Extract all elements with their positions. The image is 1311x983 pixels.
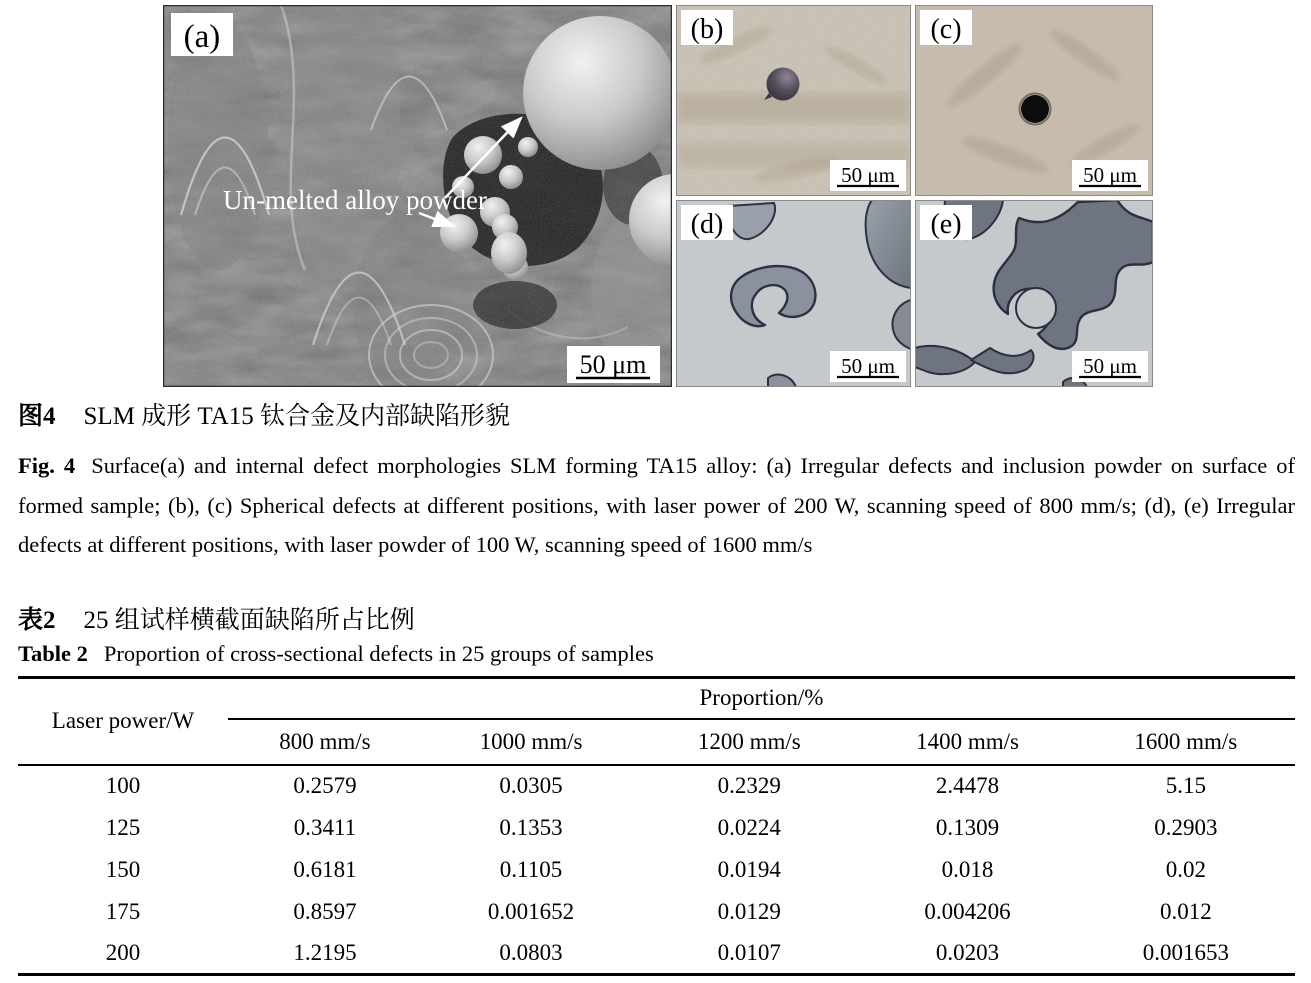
row-header-power: 100 <box>105 773 141 798</box>
svg-text:50 μm: 50 μm <box>841 354 895 378</box>
table-cell: 0.1309 <box>935 814 1000 840</box>
scale-bar <box>1072 351 1148 382</box>
table-cell: 0.0194 <box>717 856 781 882</box>
defect-proportion-table <box>18 676 1295 976</box>
table-cell: 0.2903 <box>1154 814 1218 840</box>
svg-text:50 μm: 50 μm <box>579 350 647 379</box>
svg-text:(c): (c) <box>930 14 962 45</box>
svg-text:(e): (e) <box>930 209 962 240</box>
header-row-group <box>18 678 1295 719</box>
table-cell: 0.018 <box>941 856 994 882</box>
table-cell: 0.2329 <box>717 773 781 798</box>
col-header: 1600 mm/s <box>1077 719 1295 765</box>
sem-micrograph-panel-a <box>163 5 672 387</box>
panel-label <box>681 10 733 45</box>
table-cell: 0.012 <box>1159 898 1212 924</box>
table-row <box>18 849 1295 891</box>
table-caption-zh-label: 表2 <box>18 607 56 634</box>
panel-label <box>681 205 733 240</box>
table-cell: 0.001653 <box>1142 939 1229 965</box>
col-header: 1200 mm/s <box>640 719 858 765</box>
table-caption-en <box>18 641 1295 667</box>
table-cell: 0.004206 <box>924 898 1011 924</box>
scale-bar <box>1072 160 1148 191</box>
table-cell: 0.1353 <box>499 814 563 840</box>
table-cell: 2.4478 <box>935 773 1000 798</box>
table-cell: 1.2195 <box>293 939 357 965</box>
optical-micrograph-panel-c <box>915 5 1153 196</box>
panel-label <box>920 10 972 45</box>
table-caption-en-label: Table 2 <box>18 641 88 666</box>
svg-text:50 μm: 50 μm <box>1083 354 1137 378</box>
panel-label <box>171 13 233 56</box>
table-row <box>18 891 1295 933</box>
table-caption-zh-text: 25 组试样横截面缺陷所占比例 <box>83 607 415 634</box>
annotation-label: Un-melted alloy powder <box>223 185 487 215</box>
svg-text:50 μm: 50 μm <box>841 163 895 187</box>
scale-bar <box>830 160 906 191</box>
panel-label <box>920 205 972 240</box>
figure-caption-en <box>18 446 1295 565</box>
col-header: 1000 mm/s <box>422 719 640 765</box>
table-row <box>18 807 1295 849</box>
group-header: Proportion/% <box>228 678 1295 719</box>
table-cell: 0.0129 <box>717 898 781 924</box>
figure-caption-en-text: Surface(a) and internal defect morphologies SLM forming TA15 alloy: (a) Irregular defects and inclusion powder on surface of formed sample; (b), (c) Spherical defects at different positions, with laser power of 200 W, scanning speed of 800 mm/s; (d), (e) Irregular defects at different positions, with laser powder of 100 W, scanning speed of 1600 mm/s <box>18 453 1296 557</box>
table-caption-zh <box>18 600 415 636</box>
table-cell: 0.1105 <box>499 856 563 882</box>
svg-text:(d): (d) <box>690 209 724 240</box>
svg-text:(b): (b) <box>690 14 724 45</box>
svg-text:(a): (a) <box>183 19 221 55</box>
figure-caption-en-label: Fig. 4 <box>18 453 76 478</box>
table-cell: 0.6181 <box>293 856 357 882</box>
col-header: 1400 mm/s <box>858 719 1076 765</box>
table-caption-en-text: Proportion of cross-sectional defects in 25 groups of samples <box>103 641 654 666</box>
table-cell: 5.15 <box>1165 773 1206 798</box>
figure-caption-zh-label: 图4 <box>18 403 56 430</box>
table-row <box>18 933 1295 975</box>
table-cell: 0.0203 <box>935 939 1000 965</box>
row-header-power: 150 <box>105 856 141 882</box>
svg-text:50 μm: 50 μm <box>1083 163 1137 187</box>
table-cell: 0.2579 <box>293 773 357 798</box>
table-cell: 0.3411 <box>293 814 357 840</box>
optical-micrograph-panel-d <box>676 200 911 387</box>
figure-caption-zh-text: SLM 成形 TA15 钛合金及内部缺陷形貌 <box>83 403 510 430</box>
corner-header: Laser power/W <box>18 678 228 765</box>
row-header-power: 200 <box>105 939 141 965</box>
spherical-defect <box>1020 94 1051 125</box>
col-header: 800 mm/s <box>228 719 422 765</box>
scale-bar <box>567 346 660 383</box>
figure-caption-zh <box>18 396 510 432</box>
table-row <box>18 765 1295 807</box>
table-cell: 0.8597 <box>293 898 357 924</box>
table-cell: 0.0107 <box>717 939 781 965</box>
row-header-power: 175 <box>105 898 141 924</box>
optical-micrograph-panel-b <box>676 5 911 196</box>
table-cell: 0.0803 <box>499 939 563 965</box>
table-cell: 0.02 <box>1165 856 1206 882</box>
table-cell: 0.0305 <box>499 773 563 798</box>
optical-micrograph-panel-e <box>915 200 1153 387</box>
scale-bar <box>830 351 906 382</box>
table-cell: 0.001652 <box>487 898 575 924</box>
row-header-power: 125 <box>105 814 141 840</box>
table-cell: 0.0224 <box>717 814 781 840</box>
